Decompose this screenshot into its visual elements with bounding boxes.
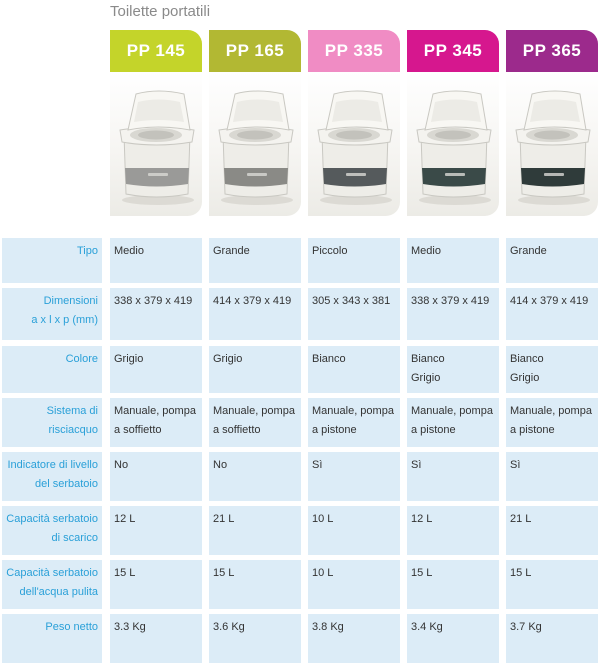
portable-toilet-icon bbox=[110, 72, 202, 216]
product-name: PP 365 bbox=[506, 30, 598, 72]
table-cell: 15 L bbox=[209, 560, 301, 609]
product-name: PP 335 bbox=[308, 30, 400, 72]
portable-toilet-icon bbox=[506, 72, 598, 216]
table-cell: 10 L bbox=[308, 506, 400, 555]
table-cell: Grigio bbox=[110, 346, 202, 393]
table-cell: 21 L bbox=[209, 506, 301, 555]
table-cell: 338 x 379 x 419 bbox=[407, 288, 499, 340]
product-image bbox=[110, 72, 202, 216]
row-label: Capacità serbatoio di scarico bbox=[2, 506, 102, 555]
product-image bbox=[209, 72, 301, 216]
table-cell: Piccolo bbox=[308, 238, 400, 283]
table-cell: 414 x 379 x 419 bbox=[209, 288, 301, 340]
table-cell: Medio bbox=[407, 238, 499, 283]
table-cell: Bianco Grigio bbox=[506, 346, 598, 393]
portable-toilet-icon bbox=[209, 72, 301, 216]
product-name: PP 165 bbox=[209, 30, 301, 72]
table-cell: 12 L bbox=[110, 506, 202, 555]
row-label: Colore bbox=[2, 346, 102, 393]
product-image bbox=[308, 72, 400, 216]
table-cell: 3.3 Kg bbox=[110, 614, 202, 663]
table-cell: 21 L bbox=[506, 506, 598, 555]
table-cell: Manuale, pompa a soffietto bbox=[209, 398, 301, 447]
row-label: Indicatore di livello del serbatoio bbox=[2, 452, 102, 501]
table-cell: 15 L bbox=[110, 560, 202, 609]
portable-toilet-icon bbox=[308, 72, 400, 216]
page-title: Toilette portatili bbox=[110, 3, 211, 20]
table-cell: 15 L bbox=[407, 560, 499, 609]
table-cell: Bianco bbox=[308, 346, 400, 393]
table-cell: No bbox=[110, 452, 202, 501]
product-name: PP 345 bbox=[407, 30, 499, 72]
product-card bbox=[209, 30, 301, 216]
table-cell: Medio bbox=[110, 238, 202, 283]
product-card bbox=[506, 30, 598, 216]
table-cell: Sì bbox=[506, 452, 598, 501]
row-label: Peso netto bbox=[2, 614, 102, 663]
table-cell: Bianco Grigio bbox=[407, 346, 499, 393]
row-label: Dimensioni a x l x p (mm) bbox=[2, 288, 102, 340]
table-cell: Manuale, pompa a soffietto bbox=[110, 398, 202, 447]
table-cell: Sì bbox=[407, 452, 499, 501]
product-card bbox=[407, 30, 499, 216]
row-label: Sistema di risciacquo bbox=[2, 398, 102, 447]
row-label: Tipo bbox=[2, 238, 102, 283]
product-card bbox=[308, 30, 400, 216]
table-cell: Manuale, pompa a pistone bbox=[308, 398, 400, 447]
table-cell: Grande bbox=[209, 238, 301, 283]
product-image bbox=[506, 72, 598, 216]
table-cell: 12 L bbox=[407, 506, 499, 555]
product-card bbox=[110, 30, 202, 216]
table-cell: Sì bbox=[308, 452, 400, 501]
table-cell: Grigio bbox=[209, 346, 301, 393]
row-label: Capacità serbatoio dell'acqua pulita bbox=[2, 560, 102, 609]
product-image bbox=[407, 72, 499, 216]
table-cell: 3.4 Kg bbox=[407, 614, 499, 663]
table-cell: 10 L bbox=[308, 560, 400, 609]
table-cell: No bbox=[209, 452, 301, 501]
table-cell: 305 x 343 x 381 bbox=[308, 288, 400, 340]
table-cell: 3.8 Kg bbox=[308, 614, 400, 663]
product-name: PP 145 bbox=[110, 30, 202, 72]
table-cell: Manuale, pompa a pistone bbox=[407, 398, 499, 447]
table-cell: Grande bbox=[506, 238, 598, 283]
table-cell: 338 x 379 x 419 bbox=[110, 288, 202, 340]
table-cell: 3.7 Kg bbox=[506, 614, 598, 663]
portable-toilet-icon bbox=[407, 72, 499, 216]
table-cell: 3.6 Kg bbox=[209, 614, 301, 663]
table-cell: 414 x 379 x 419 bbox=[506, 288, 598, 340]
table-cell: Manuale, pompa a pistone bbox=[506, 398, 598, 447]
table-cell: 15 L bbox=[506, 560, 598, 609]
